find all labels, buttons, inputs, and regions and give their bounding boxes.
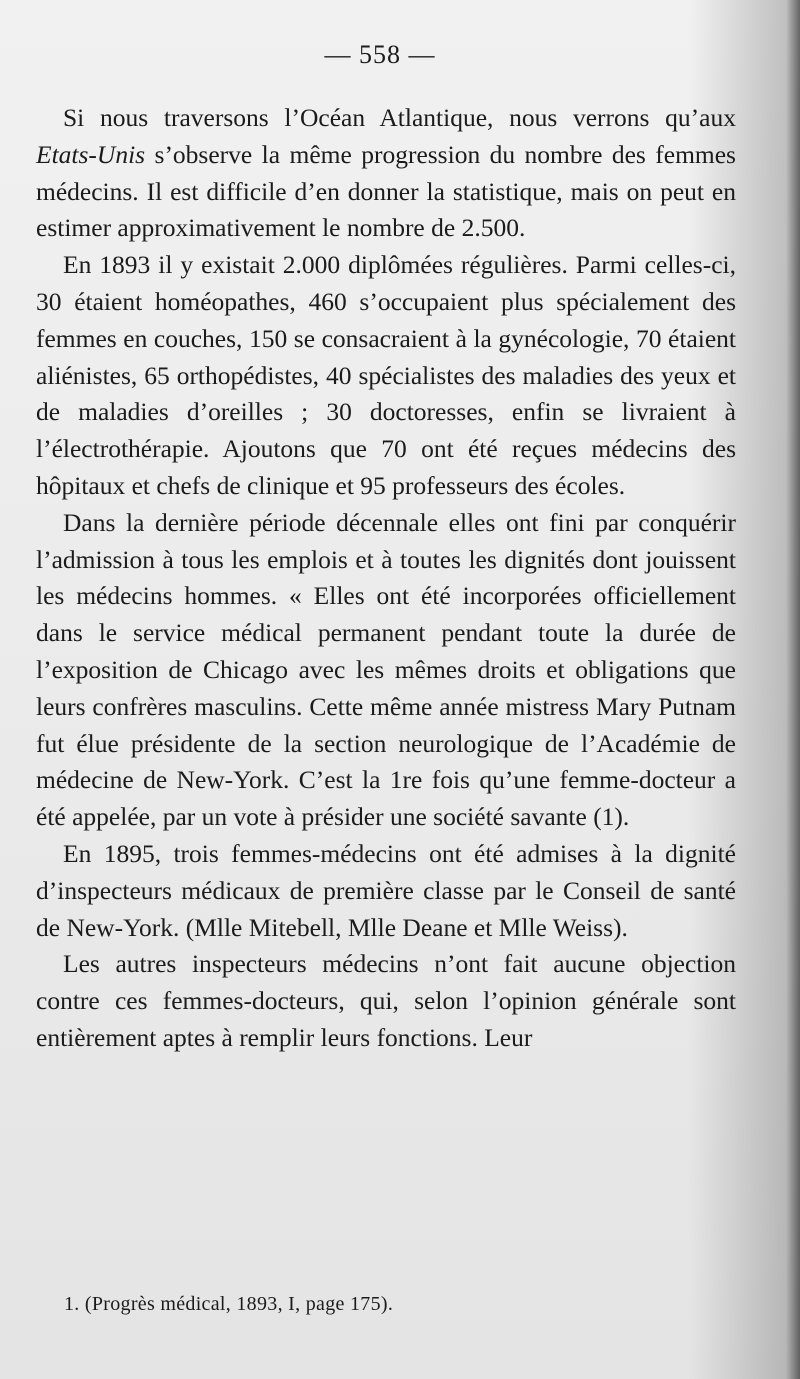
paragraph-1-before: Si nous traversons l’Océan Atlantique, nous verrons qu’aux [63, 103, 736, 132]
paragraph-2: En 1893 il y existait 2.000 diplômées régulières. Parmi celles-ci, 30 étaient homéopathes, 460 s’occupaient plus spécialement des femmes en couches, 150 se consacraient à la gynécologie, 70 étaient aliénistes, 65 orthopédistes, 40 spécialistes des maladies des yeux et de maladies d’oreilles ; 30 doctoresses, enfin se livraient à l’électrothérapie. Ajoutons que 70 ont été reçues médecins des hôpitaux et chefs de clinique et 95 professeurs des écoles. [36, 250, 736, 500]
page-edge-shadow [786, 0, 800, 1379]
paragraph-1-italic: Etats-Unis [36, 139, 146, 169]
paragraph-5: Les autres inspecteurs médecins n’ont fait aucune objection contre ces femmes-docteurs, qui, selon l’opinion générale sont entièrement aptes à remplir leurs fonctions. Leur [36, 949, 736, 1052]
page-number: — 558 — [324, 40, 436, 69]
paragraph-4: En 1895, trois femmes-médecins ont été admises à la dignité d’inspecteurs médicaux de première classe par le Conseil de santé de New-York. (Mlle Mitebell, Mlle Deane et Mlle Weiss). [36, 838, 736, 942]
paragraph-1-after: s’observe la même progression du nombre des femmes médecins. Il est difficile d’en donner la statistique, mais on peut en estimer approximativement le nombre de 2.500. [36, 139, 736, 243]
paragraph-1 [36, 100, 736, 247]
footnote: 1. (Progrès médical, 1893, I, page 175). [64, 1293, 394, 1315]
paragraph-3: Dans la dernière période décennale elles ont fini par conquérir l’admission à tous les emplois et à toutes les dignités dont jouissent les médecins hommes. « Elles ont été incorporées officiellement dans le service médical permanent pendant toute la durée de l’exposition de Chicago avec les mêmes droits et obligations que leurs confrères masculins. Cette même année mistress Mary Putnam fut élue présidente de la section neurologique de l’Académie de médecine de New-York. C’est la 1re fois qu’une femme-docteur a été appelée, par un vote à présider une société savante (1). [36, 507, 736, 832]
body-text [36, 100, 736, 1057]
